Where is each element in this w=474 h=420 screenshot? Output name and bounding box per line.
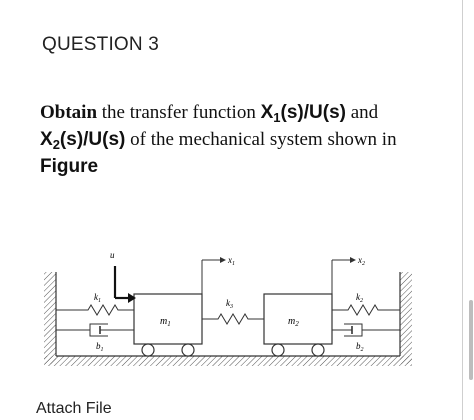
mass-m1-block	[134, 294, 202, 344]
question-text	[40, 100, 420, 180]
spring-k2-label: $k_2$	[356, 292, 363, 304]
attach-file-link[interactable]: Attach File	[36, 400, 112, 417]
damper-b1	[56, 324, 134, 336]
question-text-fragment: and	[345, 102, 379, 123]
wheel-icon	[142, 344, 154, 356]
damper-b2	[332, 324, 400, 336]
x2-label: $x_2$	[358, 255, 365, 267]
question-text-fragment: of the mechanical system shown in	[125, 129, 397, 150]
x2-arrow-head	[350, 257, 356, 263]
mass-m2-label: $m_2$	[288, 316, 299, 328]
spring-k1	[56, 305, 134, 315]
wheel-icon	[312, 344, 324, 356]
left-wall	[44, 272, 56, 364]
damper-b1-label: $b_1$	[96, 341, 104, 353]
spring-k3-label: $k_3$	[226, 298, 233, 310]
force-u-label: u	[110, 250, 115, 260]
wheel-icon	[272, 344, 284, 356]
question-verb: Obtain	[40, 102, 98, 123]
mechanical-system-figure	[38, 246, 418, 386]
question-line-2	[40, 127, 420, 154]
right-wall	[400, 272, 412, 364]
mass-m2-block	[264, 294, 332, 344]
mass-m1-label: $m_1$	[160, 316, 171, 328]
question-line-1	[40, 100, 420, 127]
ground	[44, 356, 412, 366]
damper-b2-label: $b_2$	[356, 341, 364, 353]
question-title: QUESTION 3	[42, 34, 160, 55]
transfer-function-2: $X_2(s)/U(s)$	[40, 129, 126, 152]
question-text-fragment: the transfer function	[97, 102, 261, 123]
x1-label: $x_1$	[228, 255, 235, 267]
transfer-function-1: $X_1(s)/U(s)$	[260, 102, 346, 125]
x1-arrow-head	[220, 257, 226, 263]
question-line-3: Figure	[40, 156, 99, 177]
scrollbar-thumb[interactable]	[469, 300, 473, 380]
spring-k1-label: $k_1$	[94, 292, 101, 304]
wheel-icon	[182, 344, 194, 356]
spring-k2	[332, 305, 400, 315]
spring-k3	[202, 314, 264, 324]
